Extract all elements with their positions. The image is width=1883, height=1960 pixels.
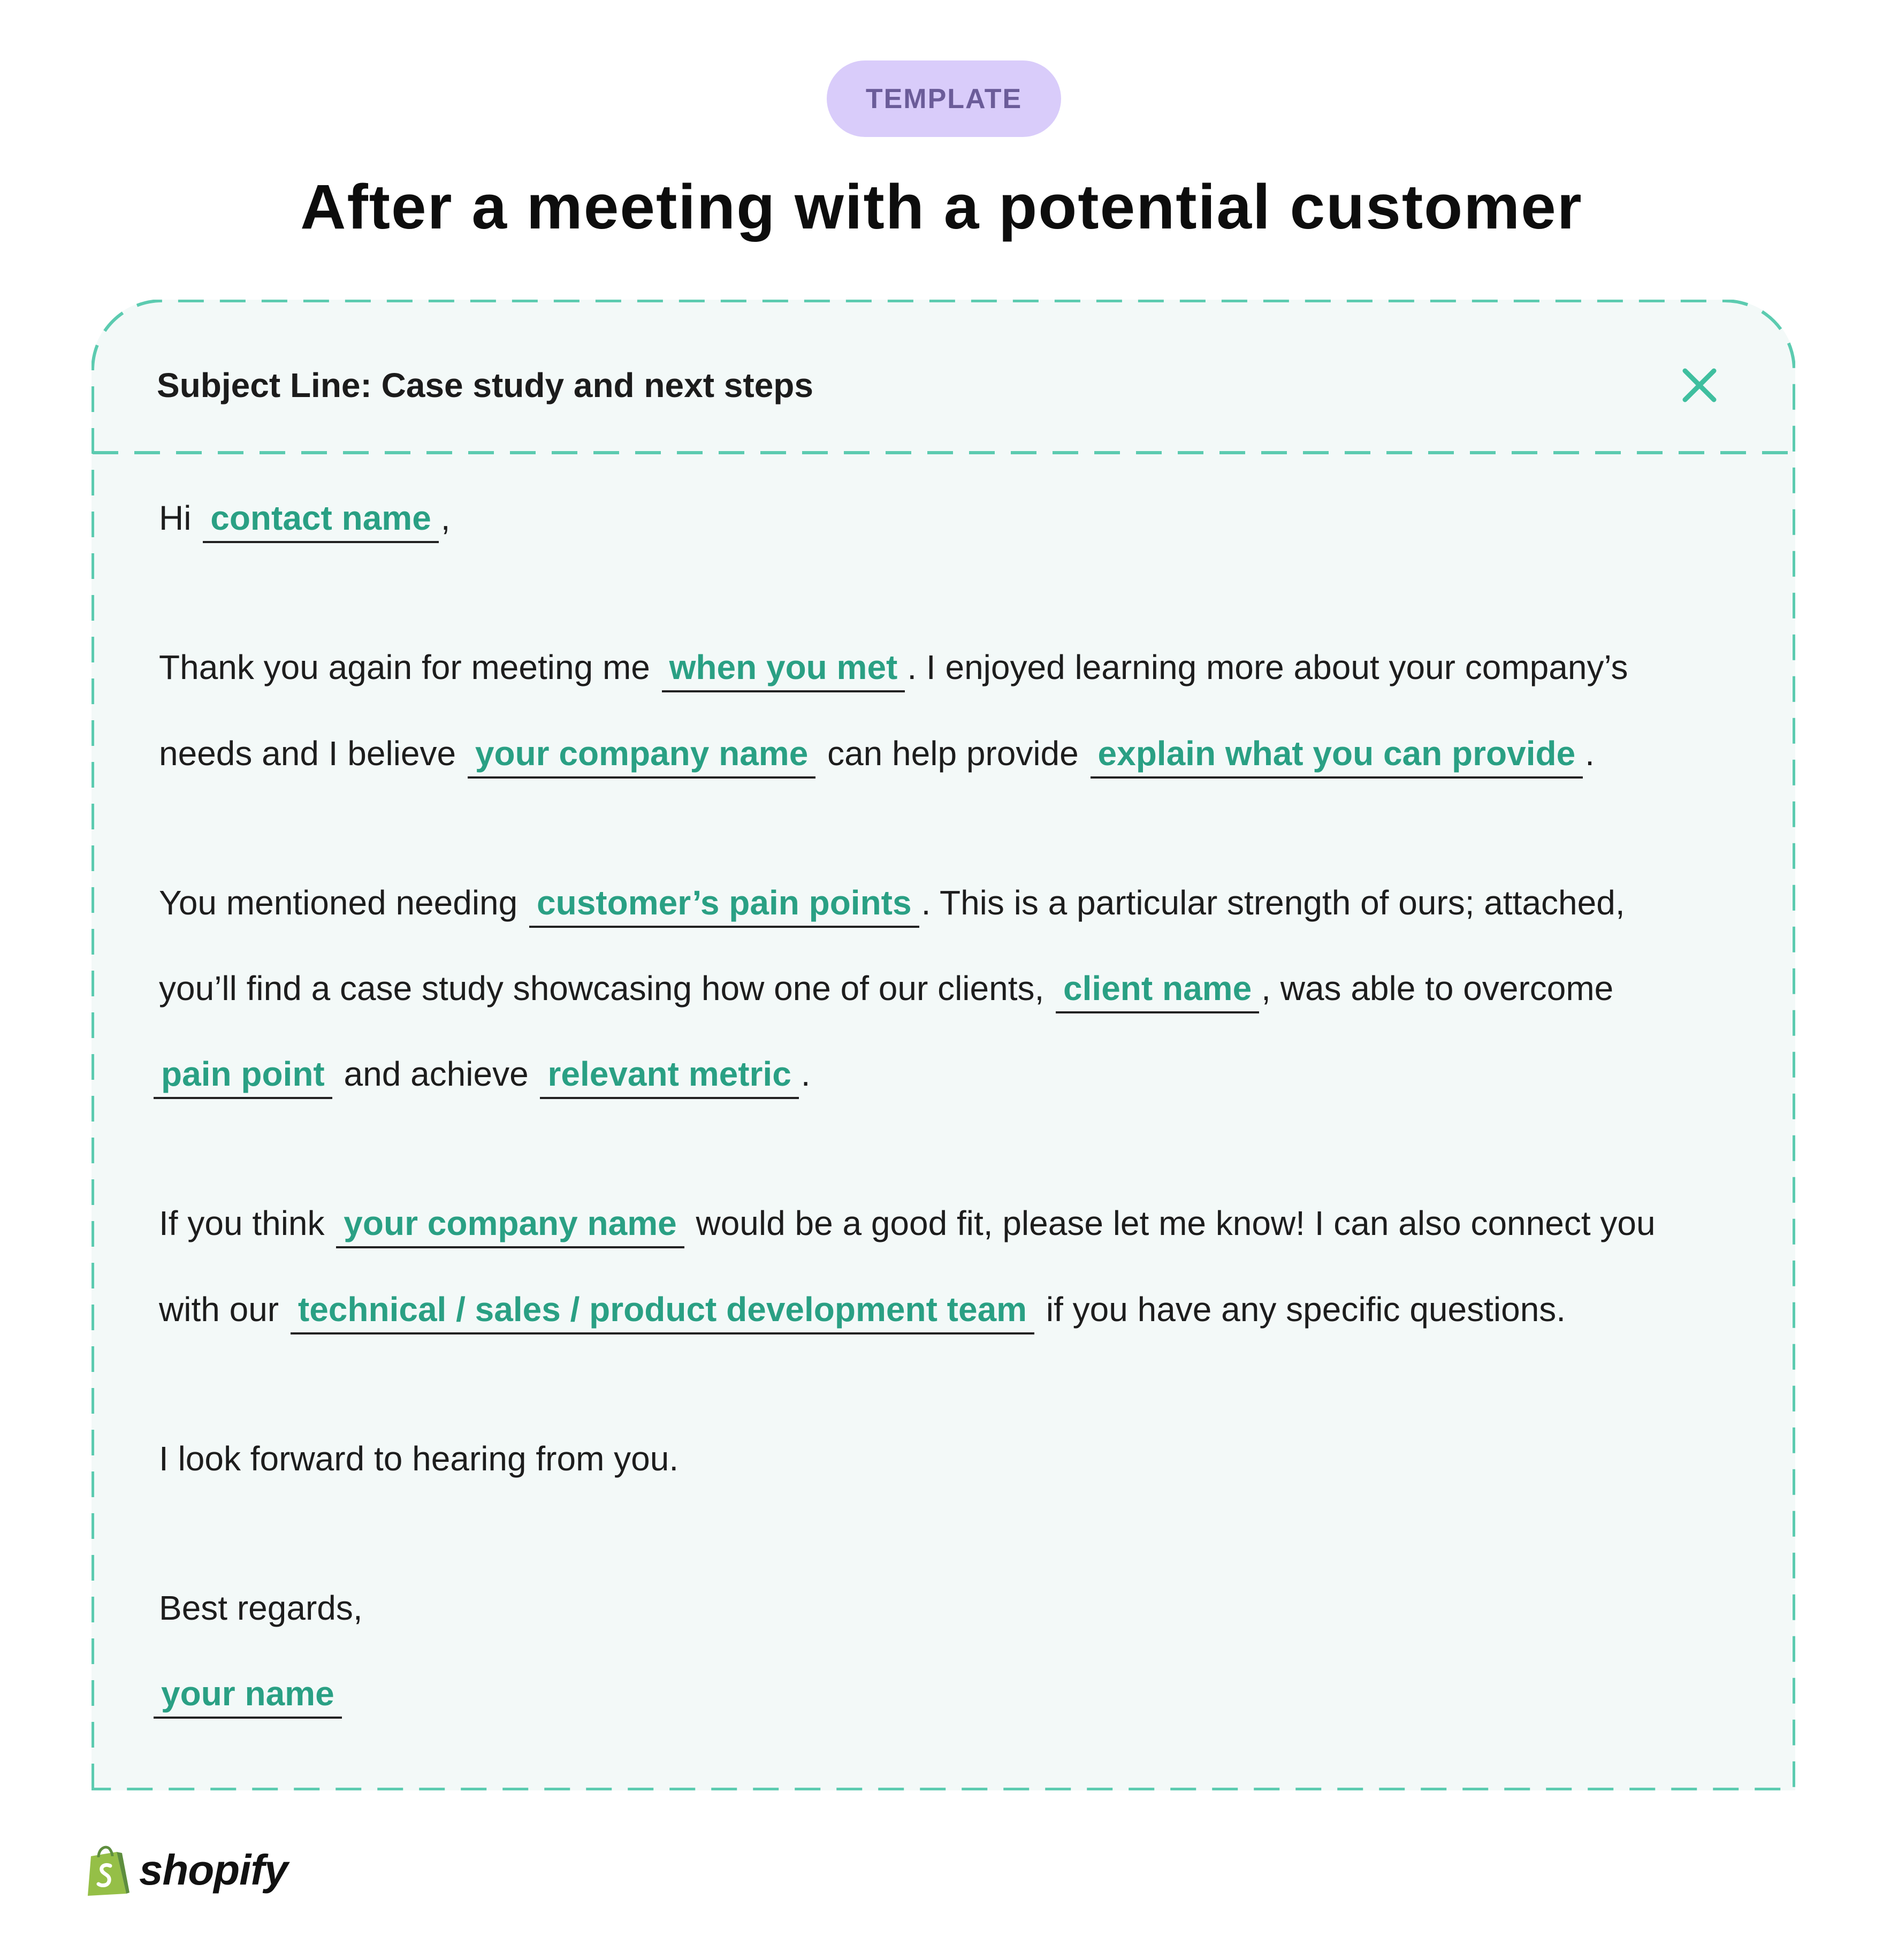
greeting-line: Hi contact name ,: [159, 491, 451, 545]
shopify-logo: [83, 1841, 287, 1900]
template-badge: TEMPLATE: [827, 60, 1061, 137]
paragraph-2-line-2: you’ll find a case study showcasing how one of our clients, client name , was able to overcome: [159, 962, 1613, 1015]
paragraph-3-line-1: If you think your company name would be a good fit, please let me know! I can also connect you: [159, 1196, 1656, 1250]
shopify-wordmark: shopify: [139, 1846, 288, 1894]
placeholder-your-name[interactable]: your name: [154, 1671, 342, 1719]
placeholder-team[interactable]: technical / sales / product development team: [291, 1286, 1034, 1334]
page-title: After a meeting with a potential customer: [300, 172, 1583, 242]
placeholder-when-you-met[interactable]: when you met: [662, 644, 905, 692]
placeholder-contact-name[interactable]: contact name: [203, 495, 439, 543]
placeholder-your-company-name[interactable]: your company name: [468, 730, 815, 779]
paragraph-2-line-3: pain point and achieve relevant metric .: [151, 1047, 811, 1101]
paragraph-1-line-2: needs and I believe your company name can help provide explain what you can provide .: [159, 727, 1595, 780]
placeholder-explain-what-you-can-provide[interactable]: explain what you can provide: [1091, 730, 1583, 779]
placeholder-client-name[interactable]: client name: [1056, 965, 1259, 1013]
paragraph-3-line-2: with our technical / sales / product development team if you have any specific questions.: [159, 1283, 1566, 1336]
subject-line: Subject Line: Case study and next steps: [157, 366, 813, 405]
email-template-card: [92, 300, 1795, 1790]
placeholder-pain-point[interactable]: pain point: [154, 1051, 332, 1099]
placeholder-your-company-name-2[interactable]: your company name: [336, 1200, 684, 1248]
shopify-bag-icon: [83, 1842, 132, 1898]
signature-line: [151, 1667, 344, 1720]
paragraph-2-line-1: You mentioned needing customer’s pain points . This is a particular strength of ours; attached,: [159, 876, 1625, 929]
signoff-line: Best regards,: [159, 1589, 363, 1627]
paragraph-1-line-1: Thank you again for meeting me when you met . I enjoyed learning more about your company’s: [159, 640, 1628, 694]
placeholder-relevant-metric[interactable]: relevant metric: [540, 1051, 798, 1099]
close-icon[interactable]: [1675, 361, 1724, 409]
placeholder-customer-pain-points[interactable]: customer’s pain points: [529, 880, 919, 928]
closing-line: I look forward to hearing from you.: [159, 1439, 679, 1478]
